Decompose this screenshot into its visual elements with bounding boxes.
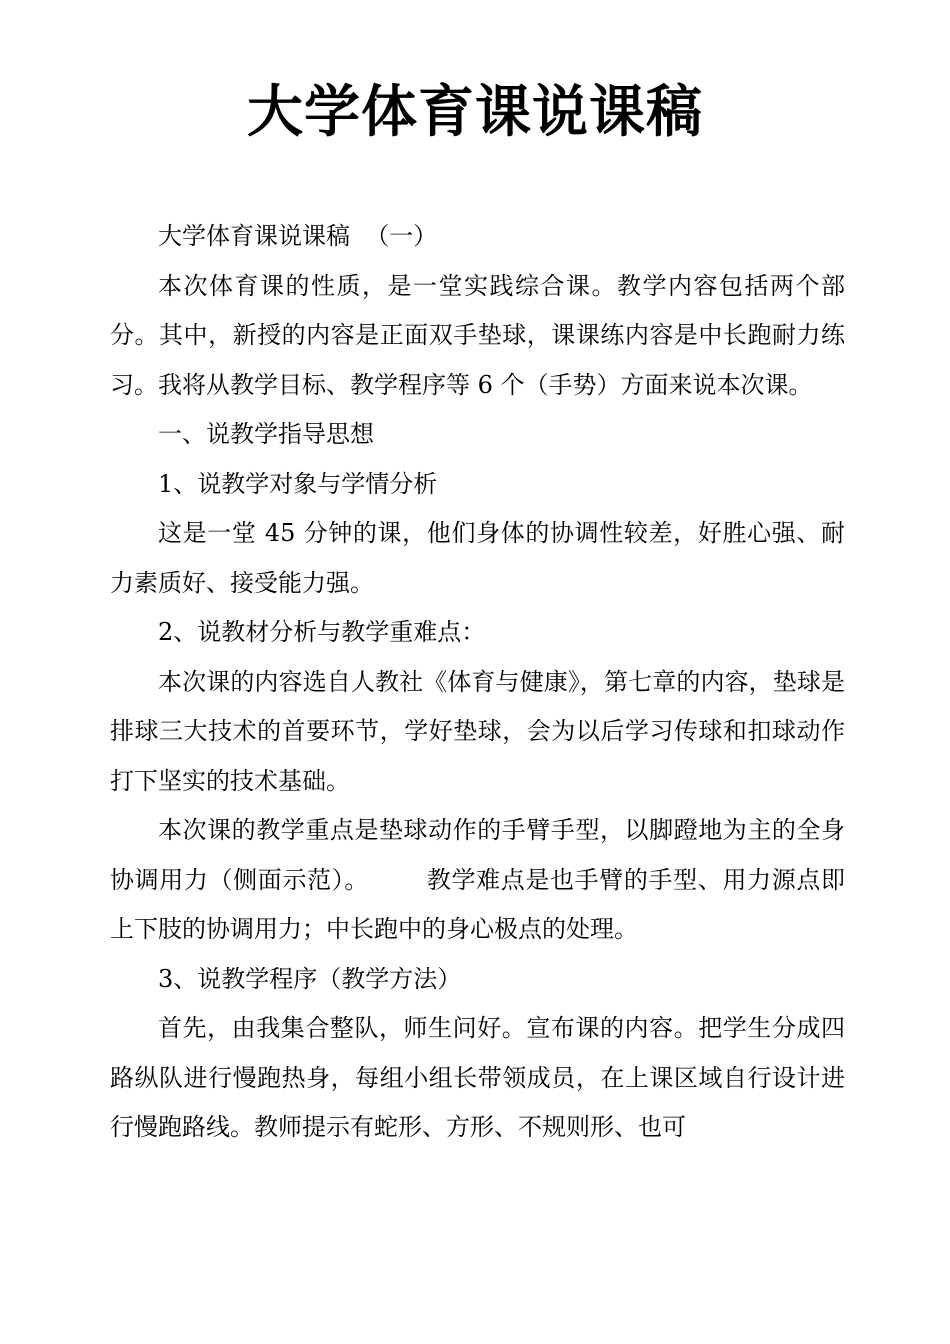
paragraph: 3、说教学程序（教学方法） <box>158 964 462 993</box>
paragraph: 本次课的教学重点是垫球动作的手臂手型，以脚蹬地为主的全身协调用力（侧面示范）。 教学难点是也手臂的手型、用力源点即上下肢的协调用力；中长跑中的身心极点的处理。 <box>110 816 845 943</box>
paragraph: 本次课的内容选自人教社《体育与健康》，第七章的内容，垫球是排球三大技术的首要环节，学好垫球，会为以后学习传球和扣球动作打下坚实的技术基础。 <box>110 667 845 795</box>
paragraph: 首先，由我集合整队，师生问好。宣布课的内容。把学生分成四路纵队进行慢跑热身，每组小组长带领成员，在上课区域自行设计进行慢跑路线。教师提示有蛇形、方形、不规则形、也可 <box>110 1014 845 1141</box>
paragraph: 一、说教学指导思想 <box>158 420 374 448</box>
paragraph: 1、说教学对象与学情分析 <box>158 469 438 498</box>
document-title: 大学体育课说课稿 <box>247 80 703 145</box>
paragraph: 这是一堂 45 分钟的课，他们身体的协调性较差，好胜心强、耐力素质好、接受能力强。 <box>110 519 845 597</box>
document-body <box>110 212 845 1153</box>
paragraph: 大学体育课说课稿 （一） <box>158 222 438 250</box>
paragraph: 本次体育课的性质，是一堂实践综合课。教学内容包括两个部分。其中，新授的内容是正面双手垫球，课课练内容是中长跑耐力练习。我将从教学目标、教学程序等 6 个（手势）方面来说本次课。 <box>110 271 845 399</box>
paragraph: 2、说教材分析与教学重难点： <box>158 618 486 646</box>
